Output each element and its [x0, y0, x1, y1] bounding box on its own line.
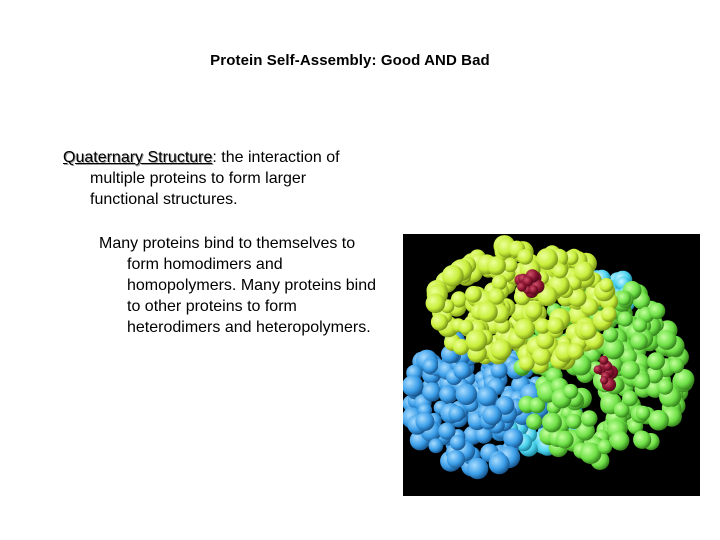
definition-line-3: functional structures. — [90, 191, 238, 208]
definition-line-1-rest: : the interaction of — [212, 149, 340, 166]
paragraph-line-4: to other proteins to form — [127, 298, 297, 315]
definition-line-2: multiple proteins to form larger — [90, 170, 307, 187]
protein-complex-image — [403, 234, 700, 496]
protein-complex-model — [403, 234, 700, 496]
self-assembly-paragraph — [99, 233, 419, 338]
paragraph-line-2: form homodimers and — [127, 256, 283, 273]
slide-title: Protein Self-Assembly: Good AND Bad — [210, 52, 490, 69]
definition-term: Quaternary Structure — [63, 149, 213, 166]
paragraph-line-1: Many proteins bind to themselves to — [99, 235, 356, 252]
paragraph-line-5: heterodimers and heteropolymers. — [127, 319, 371, 336]
quaternary-structure-definition — [63, 147, 403, 210]
paragraph-line-3: homopolymers. Many proteins bind — [127, 277, 377, 294]
